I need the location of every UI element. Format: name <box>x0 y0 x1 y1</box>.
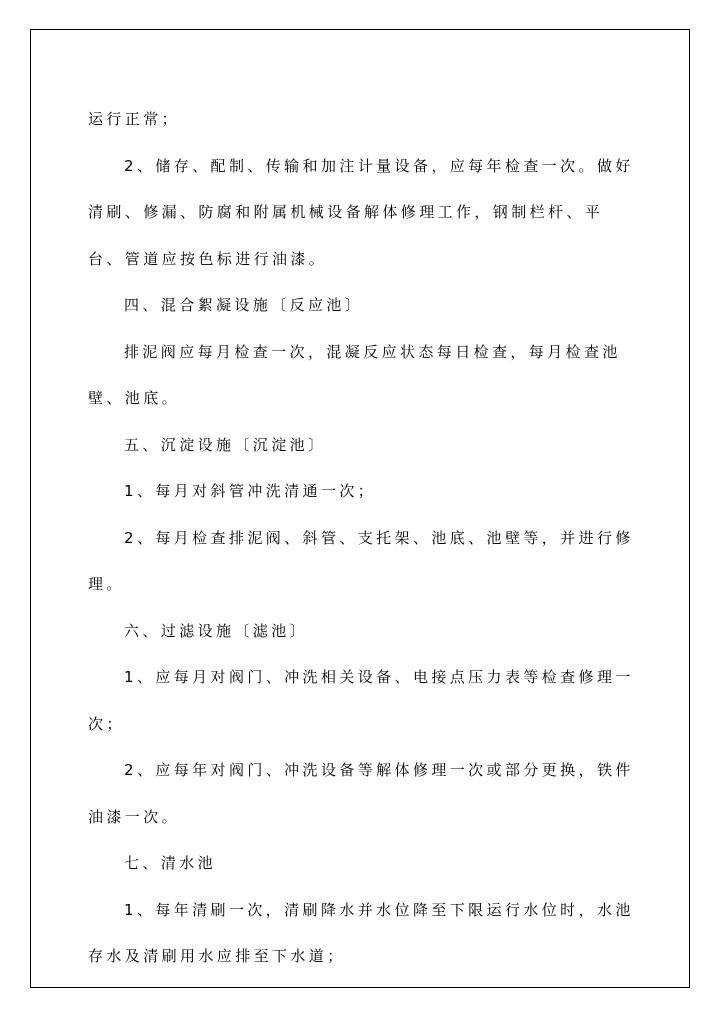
paragraph-mud-valve: 排泥阀应每月检查一次，混凝反应状态每日检查，每月检查池壁、池底。 <box>88 342 621 407</box>
document-body <box>88 96 636 980</box>
paragraph-valves-monthly: 1、应每月对阀门、冲洗相关设备、电接点压力表等检查修理一次； <box>88 668 634 733</box>
heading-clear-water-tank: 七、清水池 <box>124 854 217 872</box>
paragraph-storage-equipment: 2、储存、配制、传输和加注计量设备，应每年检查一次。做好清刷、修漏、防腐和附属机械设备解体修理工作，钢制栏杆、平台、管道应按色标进行油漆。 <box>88 156 634 268</box>
heading-mixing-flocculation: 四、混合絮凝设施〔反应池〕 <box>124 296 364 314</box>
heading-filtration: 六、过滤设施〔滤池〕 <box>124 621 309 640</box>
paragraph-tank-cleaning: 1、每年清刷一次，清刷降水并水位降至下限运行水位时，水池存水及清刷用水应排至下水道； <box>88 900 634 965</box>
paragraph-monthly-check: 2、每月检查排泥阀、斜管、支托架、池底、池壁等，并进行修理。 <box>88 528 634 593</box>
paragraph-continuation: 运行正常； <box>88 110 181 128</box>
heading-sedimentation: 五、沉淀设施〔沉淀池〕 <box>124 435 327 454</box>
paragraph-valves-yearly: 2、应每年对阀门、冲洗设备等解体修理一次或部分更换，铁件油漆一次。 <box>88 761 634 826</box>
paragraph-inclined-tube: 1、每月对斜管冲洗清通一次； <box>124 482 377 500</box>
